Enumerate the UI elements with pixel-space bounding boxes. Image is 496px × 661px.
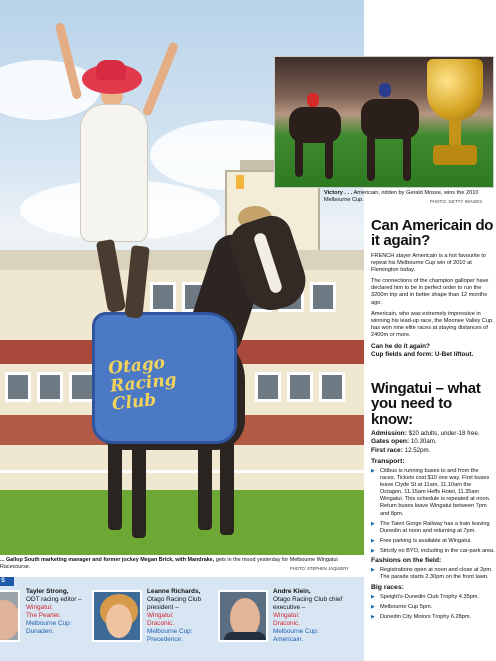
rug-lettering: Otago Racing Club xyxy=(107,352,178,415)
racehorse-leg xyxy=(325,137,333,179)
article-liftout-note: Cup fields and form: U-Bet liftout. xyxy=(371,351,474,358)
red-hat-crown xyxy=(96,60,126,80)
wingatui-info xyxy=(371,381,495,621)
horse-leg xyxy=(132,438,146,538)
fashion-label: Fashions on the field: xyxy=(371,557,442,565)
wingatui-pick: Draconic. xyxy=(273,620,300,627)
tipster-photo xyxy=(218,590,268,642)
window-row xyxy=(5,372,95,402)
wingatui-label: Wingatui: xyxy=(147,612,174,619)
inset-photo-credit: PHOTO: GETTY IMAGES xyxy=(430,199,483,204)
gates-line xyxy=(371,438,495,447)
tipster-photo xyxy=(92,590,142,642)
flag xyxy=(236,175,244,189)
jockey xyxy=(307,93,319,107)
melbourne-cup-trophy xyxy=(425,59,485,171)
article-question: Can he do it again? xyxy=(371,343,430,351)
inset-caption-lead: Victory . . . xyxy=(324,190,353,196)
inset-photo xyxy=(274,56,494,188)
tipster-photo xyxy=(0,590,20,642)
transport-item: ▶ Free parking is available at Wingatui. xyxy=(371,538,495,545)
arm xyxy=(142,41,180,117)
tipster-name: Andre Klein, xyxy=(273,588,311,595)
tipster-role: Otago Racing Club chief executive – xyxy=(273,596,343,611)
racehorse xyxy=(361,99,419,139)
tipster-role: Otago Racing Club president – xyxy=(147,596,201,611)
admission-line xyxy=(371,430,495,439)
first-race-value: 12.52pm. xyxy=(404,447,431,455)
melbourne-label: Melbourne Cup: xyxy=(273,628,319,635)
main-caption-lead: ... Gallop South marketing manager and former jockey Megan Brick, with Mandrake, xyxy=(0,557,215,563)
first-race-line xyxy=(371,447,495,456)
transport-label: Transport: xyxy=(371,457,405,465)
transport-item: ▶ The Taieri Gorge Railway has a train leaving Dunedin at noon and returning at 7pm. xyxy=(371,521,495,535)
racehorse-leg xyxy=(295,137,303,177)
inset-caption-body: Americain, ridden by Gerald Mosse, wins the 2010 Melbourne Cup. xyxy=(324,190,479,203)
article-paragraph: FRENCH stayer Americain is a hot favourite to repeat his Melbourne Cup win of 2010 at Flemington today. xyxy=(371,252,487,273)
tipster-role: ODT racing editor – xyxy=(26,596,82,603)
wingatui-label: Wingatui: xyxy=(273,612,300,619)
cloud xyxy=(0,60,100,120)
tipster-text xyxy=(147,588,229,644)
main-caption-body: gets in the mood yesterday for Melbourne Wingatui Racecourse. xyxy=(0,557,338,571)
horse-leg xyxy=(220,435,234,535)
big-race-item: ▶ Speight's-Dunedin Club Trophy 4.35pm. xyxy=(371,594,495,601)
melbourne-label: Melbourne Cup: xyxy=(147,628,193,635)
main-photo-credit: PHOTO: STEPHEN JAQUIERY xyxy=(290,566,349,571)
tipster-name: Leanne Richards, xyxy=(147,588,201,595)
article-paragraph: Americain, who was extremely impressive in winning his lead-up race, the Moonee Valley Cup, has won nine elite races at staying distances of 2400m or more. xyxy=(371,310,494,339)
first-race-label: First race: xyxy=(371,447,403,455)
big-race-item: ▶ Dunedin City Motors Trophy 6.28pm. xyxy=(371,614,495,621)
admission-label: Admission: xyxy=(371,429,407,437)
fashion-item: ▶ Registrations open at noon and close at 2pm. The parade starts 2.30pm on the front lawn. xyxy=(371,567,495,581)
rail xyxy=(0,470,364,473)
gates-value: 10.30am. xyxy=(410,438,437,446)
big-race-item: ▶ Melbourne Cup 5pm. xyxy=(371,604,495,611)
wingatui-label: Wingatui: xyxy=(26,604,53,611)
transport-item: ▶ Citibus is running buses to and from the races. Tickets cost $10 one way. First buses leave Clyde St at 11am, 11.10am the Octagon, 11.15am Heffs Hotel, 11.35am Wingatui. This schedule is repeated at noon. Return buses leave Wingatui between 7pm and 8pm. xyxy=(371,468,495,518)
tips-tab: S xyxy=(0,577,14,586)
window-row xyxy=(255,372,345,402)
wingatui-pick: Draconic. xyxy=(147,620,174,627)
jockey xyxy=(379,83,391,97)
article xyxy=(371,218,495,359)
transport-item: ▶ Strictly no BYO, including in the car-park area. xyxy=(371,548,495,555)
tipster-name: Tayler Strong, xyxy=(26,588,69,595)
big-races-label: Big races: xyxy=(371,583,404,591)
white-dress xyxy=(80,104,148,242)
wingatui-pick: The Pearler. xyxy=(26,612,61,619)
racehorse-leg xyxy=(403,135,411,181)
lawn xyxy=(0,490,364,555)
melbourne-pick: Dunaden. xyxy=(26,628,54,635)
article-paragraph: The connections of the champion galloper have declared him to be in perfect order to run the 3200m trip and in better shape than 12 months ago. xyxy=(371,278,489,306)
gates-label: Gates open: xyxy=(371,438,410,446)
melbourne-label: Melbourne Cup: xyxy=(26,620,72,627)
racehorse-leg xyxy=(367,135,375,181)
melbourne-pick: Precedence. xyxy=(147,636,183,643)
wingatui-headline: Wingatui – what you need to know: xyxy=(371,380,481,428)
article-headline: Can Americain do it again? xyxy=(371,217,494,250)
melbourne-pick: Americain. xyxy=(273,636,304,643)
admission-value: $20 adults, under-18 free. xyxy=(408,429,480,437)
tipster-text xyxy=(273,588,355,644)
